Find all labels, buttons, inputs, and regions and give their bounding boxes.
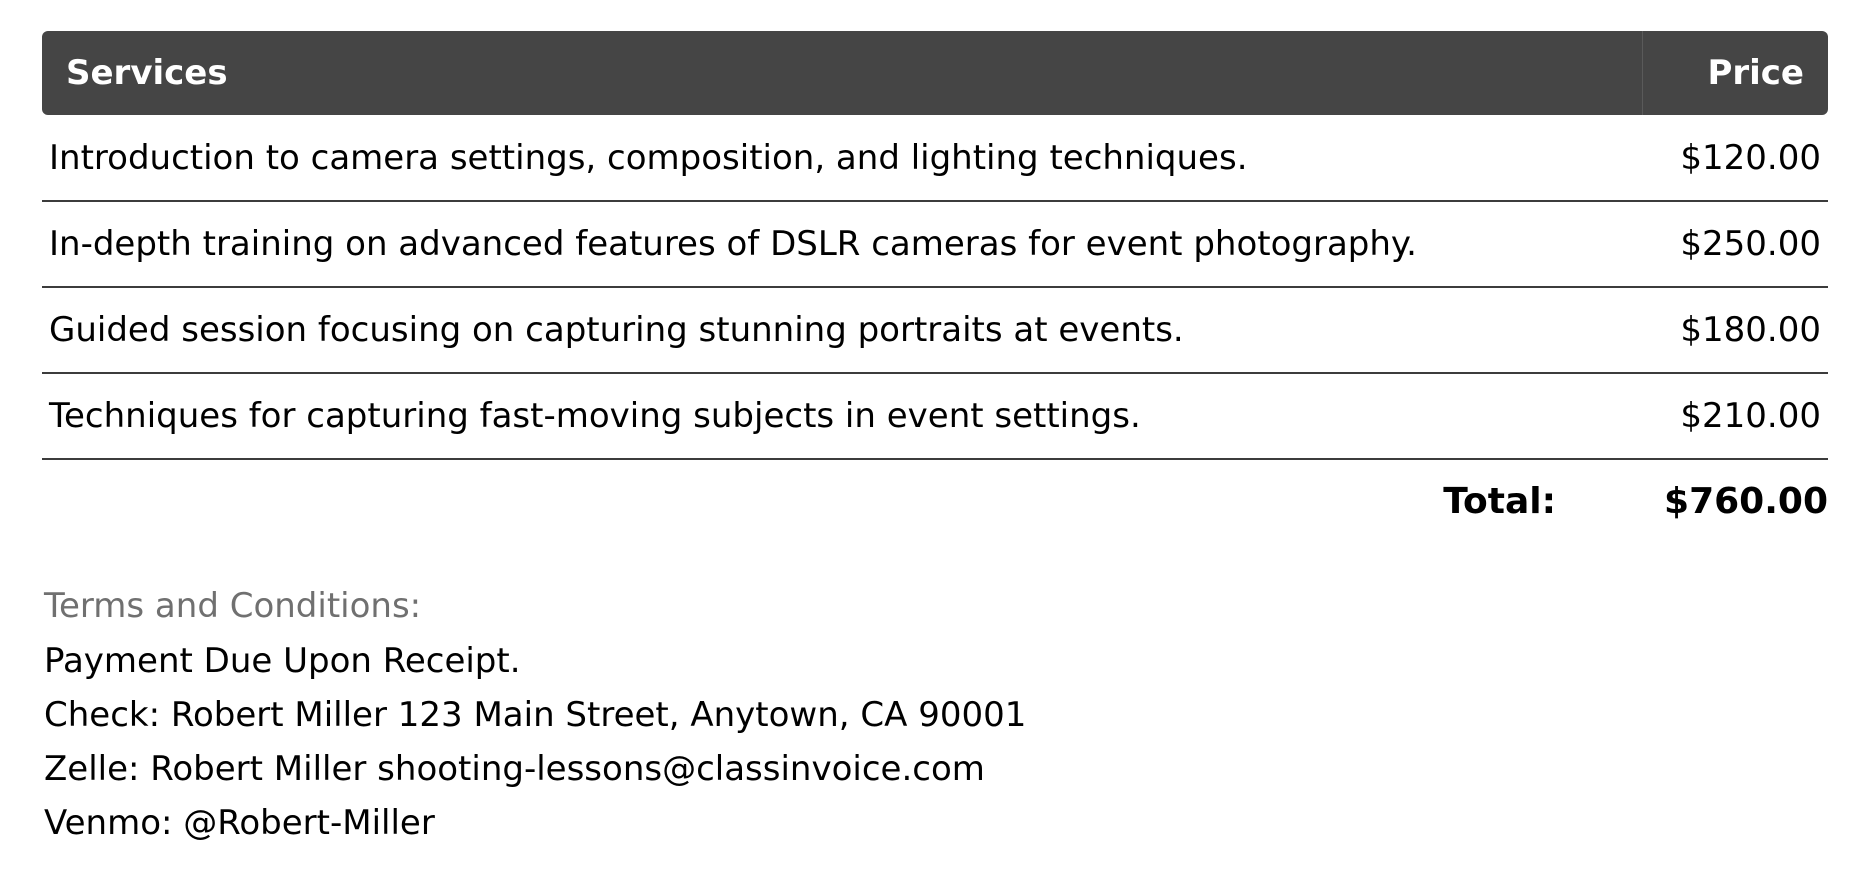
venmo-payment-line: Venmo: @Robert-Miller — [44, 803, 435, 843]
service-description: Introduction to camera settings, composition, and lighting techniques. — [42, 115, 1642, 201]
terms-title: Terms and Conditions: — [44, 586, 422, 626]
table-row — [42, 287, 1828, 373]
service-price: $210.00 — [1642, 373, 1828, 459]
table-row — [42, 373, 1828, 459]
table-row — [42, 115, 1828, 201]
total-label: Total: — [1443, 480, 1557, 522]
services-table — [42, 31, 1828, 460]
services-column-header: Services — [42, 31, 1642, 115]
service-description: In-depth training on advanced features of DSLR cameras for event photography. — [42, 201, 1642, 287]
table-row — [42, 201, 1828, 287]
table-body — [42, 115, 1828, 459]
service-description: Techniques for capturing fast-moving subjects in event settings. — [42, 373, 1642, 459]
header-row — [42, 31, 1828, 115]
service-price: $250.00 — [1642, 201, 1828, 287]
total-row — [1443, 470, 1828, 532]
price-column-header: Price — [1642, 31, 1828, 115]
service-description: Guided session focusing on capturing stunning portraits at events. — [42, 287, 1642, 373]
zelle-payment-line: Zelle: Robert Miller shooting-lessons@classinvoice.com — [44, 749, 985, 789]
service-price: $120.00 — [1642, 115, 1828, 201]
terms-section — [44, 578, 1026, 850]
payment-due-line: Payment Due Upon Receipt. — [44, 641, 521, 681]
total-value: $760.00 — [1664, 480, 1828, 522]
service-price: $180.00 — [1642, 287, 1828, 373]
table-header — [42, 31, 1828, 115]
check-payment-line: Check: Robert Miller 123 Main Street, Anytown, CA 90001 — [44, 695, 1027, 735]
